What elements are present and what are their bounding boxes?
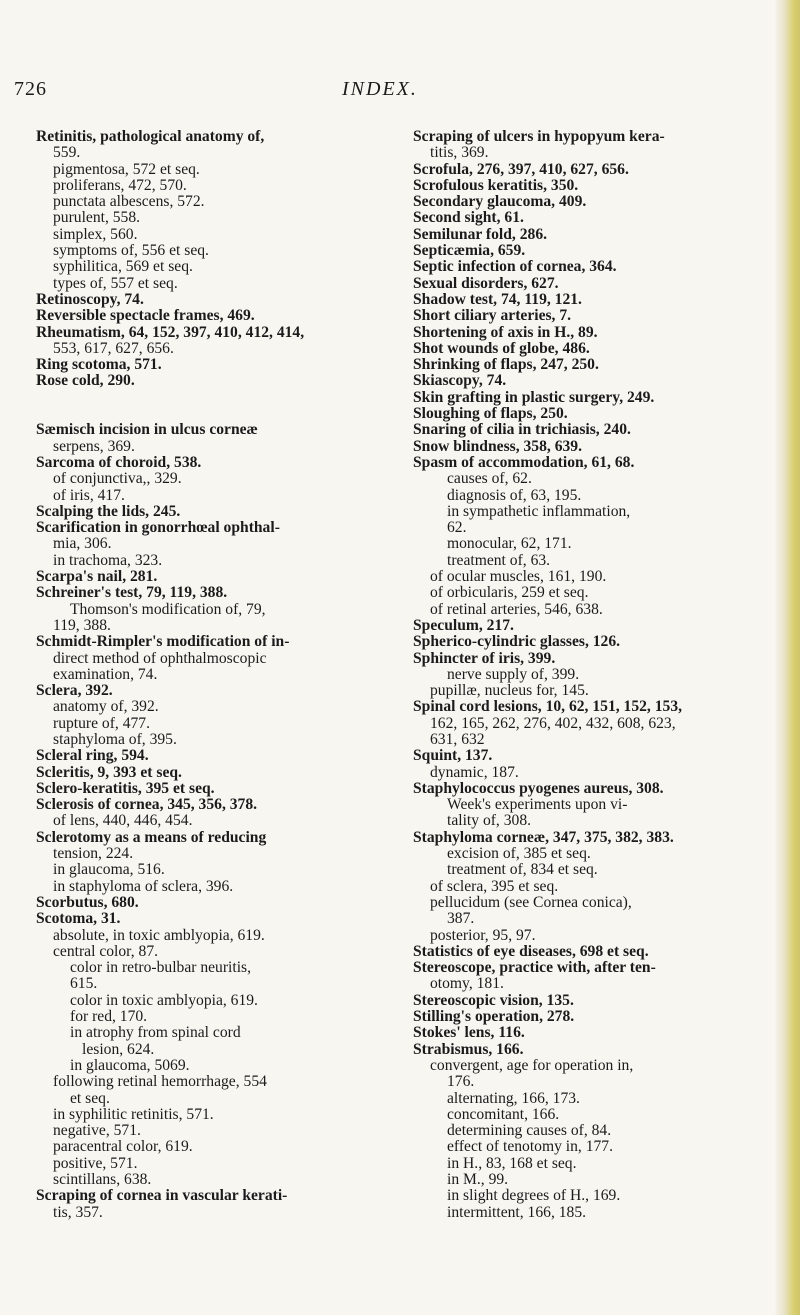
index-subentry: concomitant, 166.	[447, 1105, 560, 1123]
page-number: 726	[14, 78, 47, 100]
index-subentry: Week's experiments upon vi-	[447, 796, 628, 814]
index-heading: Secondary glaucoma, 409.	[413, 193, 587, 211]
index-subentry: lesion, 624.	[82, 1040, 155, 1058]
index-heading: Squint, 137.	[413, 747, 493, 765]
index-heading: Sclera, 392.	[36, 682, 113, 700]
index-heading: Rheumatism, 64, 152, 397, 410, 412, 414,	[36, 323, 305, 341]
index-heading: Sæmisch incision in ulcus corneæ	[36, 421, 258, 439]
index-heading: Snow blindness, 358, 639.	[413, 437, 582, 455]
entry-gap	[36, 406, 366, 422]
index-subentry: of conjunctiva,, 329.	[53, 470, 182, 488]
index-subentry: dynamic, 187.	[430, 763, 519, 781]
index-subentry: in trachoma, 323.	[53, 551, 163, 569]
index-heading: Scorbutus, 680.	[36, 893, 139, 911]
index-subentry: mia, 306.	[53, 535, 112, 553]
index-subentry: convergent, age for operation in,	[430, 1056, 634, 1074]
index-subentry: punctata albescens, 572.	[53, 193, 205, 211]
index-subentry: direct method of ophthalmoscopic	[53, 649, 267, 667]
index-subentry: tension, 224.	[53, 845, 134, 863]
index-heading: Semilunar fold, 286.	[413, 225, 548, 243]
index-subentry: in glaucoma, 516.	[53, 861, 165, 879]
index-heading: Septic infection of cornea, 364.	[413, 258, 617, 276]
index-subentry: types of, 557 et seq.	[53, 274, 178, 292]
index-subentry: alternating, 166, 173.	[447, 1089, 580, 1107]
index-heading: Short ciliary arteries, 7.	[413, 307, 572, 325]
index-heading: Spinal cord lesions, 10, 62, 151, 152, 153,	[413, 698, 683, 716]
index-heading: Scotoma, 31.	[36, 910, 121, 928]
index-heading: Stilling's operation, 278.	[413, 1008, 575, 1026]
index-heading: Sclerotomy as a means of reducing	[36, 828, 267, 846]
index-heading: Sphincter of iris, 399.	[413, 649, 556, 667]
index-subentry: color in retro-bulbar neuritis,	[70, 959, 252, 977]
page-header	[0, 78, 800, 108]
index-subentry: of retinal arteries, 546, 638.	[430, 600, 603, 618]
index-subentry: 162, 165, 262, 276, 402, 432, 608, 623,	[430, 714, 676, 732]
index-subentry: staphyloma of, 395.	[53, 730, 177, 748]
index-subentry: in M., 99.	[447, 1171, 509, 1188]
index-subentry: 553, 617, 627, 656.	[53, 339, 174, 357]
index-heading: Second sight, 61.	[413, 209, 524, 227]
index-subentry: symptoms of, 556 et seq.	[53, 242, 209, 260]
index-subentry: purulent, 558.	[53, 209, 141, 227]
index-heading: Sexual disorders, 627.	[413, 274, 559, 292]
index-heading: Shot wounds of globe, 486.	[413, 339, 590, 357]
index-subentry: in syphilitic retinitis, 571.	[53, 1105, 214, 1123]
index-heading: Staphyloma corneæ, 347, 375, 382, 383.	[413, 828, 674, 846]
index-heading: Stereoscope, practice with, after ten-	[413, 959, 656, 977]
index-subentry: monocular, 62, 171.	[447, 535, 572, 553]
index-subentry: pellucidum (see Cornea conica),	[430, 893, 632, 911]
index-subentry: otomy, 181.	[430, 975, 504, 993]
index-heading: Strabismus, 166.	[413, 1040, 524, 1058]
index-column-left	[36, 129, 366, 1221]
index-heading: Skin grafting in plastic surgery, 249.	[413, 388, 655, 406]
index-subentry: paracentral color, 619.	[53, 1138, 193, 1156]
index-heading: Septicæmia, 659.	[413, 242, 526, 260]
index-subentry: titis, 369.	[430, 144, 489, 162]
index-heading: Scalping the lids, 245.	[36, 502, 181, 520]
index-subentry: pupillæ, nucleus for, 145.	[430, 682, 589, 700]
index-heading: Sclero-keratitis, 395 et seq.	[36, 779, 215, 797]
index-subentry: rupture of, 477.	[53, 714, 151, 732]
index-heading: Scleral ring, 594.	[36, 747, 149, 765]
index-heading: Retinitis, pathological anatomy of,	[36, 128, 265, 145]
index-subentry: tality of, 308.	[447, 812, 532, 830]
index-subentry: positive, 571.	[53, 1154, 138, 1172]
index-subentry: serpens, 369.	[53, 437, 135, 455]
index-heading: Sarcoma of choroid, 538.	[36, 453, 202, 471]
index-subentry: in H., 83, 168 et seq.	[447, 1154, 577, 1172]
index-subentry: causes of, 62.	[447, 470, 532, 488]
index-heading: Scrofula, 276, 397, 410, 627, 656.	[413, 160, 629, 178]
index-heading: Stokes' lens, 116.	[413, 1024, 525, 1042]
index-subentry: 387.	[447, 910, 475, 928]
index-heading: Scarification in gonorrhœal ophthal-	[36, 519, 280, 537]
index-subentry: diagnosis of, 63, 195.	[447, 486, 582, 504]
index-heading: Statistics of eye diseases, 698 et seq.	[413, 942, 649, 960]
index-subentry: 559.	[53, 144, 81, 162]
index-subentry: central color, 87.	[53, 942, 159, 960]
index-subentry: 176.	[447, 1073, 475, 1091]
index-subentry: tis, 357.	[53, 1203, 103, 1221]
index-subentry: treatment of, 63.	[447, 551, 551, 569]
index-subentry: absolute, in toxic amblyopia, 619.	[53, 926, 265, 944]
index-subentry: of orbicularis, 259 et seq.	[430, 584, 589, 602]
index-subentry: scintillans, 638.	[53, 1171, 152, 1188]
index-subentry: of sclera, 395 et seq.	[430, 877, 559, 895]
index-heading: Rose cold, 290.	[36, 372, 135, 390]
index-heading: Staphylococcus pyogenes aureus, 308.	[413, 779, 664, 797]
index-heading: Scleritis, 9, 393 et seq.	[36, 763, 182, 781]
running-title: INDEX.	[342, 78, 418, 100]
index-subentry: in glaucoma, 5069.	[70, 1056, 190, 1074]
index-subentry: posterior, 95, 97.	[430, 926, 536, 944]
index-heading: Sclerosis of cornea, 345, 356, 378.	[36, 796, 258, 814]
index-heading: Snaring of cilia in trichiasis, 240.	[413, 421, 631, 439]
index-heading: Shortening of axis in H., 89.	[413, 323, 598, 341]
index-subentry: of lens, 440, 446, 454.	[53, 812, 193, 830]
index-heading: Schmidt-Rimpler's modification of in-	[36, 633, 290, 651]
index-heading: Skiascopy, 74.	[413, 372, 507, 390]
index-subentry: of iris, 417.	[53, 486, 125, 504]
index-heading: Sloughing of flaps, 250.	[413, 405, 568, 423]
index-subentry: effect of tenotomy in, 177.	[447, 1138, 614, 1156]
index-heading: Scraping of cornea in vascular kerati-	[36, 1187, 288, 1205]
index-heading: Speculum, 217.	[413, 616, 514, 634]
index-subentry: for red, 170.	[70, 1008, 148, 1026]
index-subentry: 631, 632	[430, 730, 485, 748]
index-heading: Stereoscopic vision, 135.	[413, 991, 574, 1009]
index-subentry: intermittent, 166, 185.	[447, 1203, 587, 1221]
index-subentry: 615.	[70, 975, 98, 993]
index-heading: Schreiner's test, 79, 119, 388.	[36, 584, 228, 602]
index-subentry: negative, 571.	[53, 1122, 141, 1140]
index-subentry: 119, 388.	[53, 616, 111, 634]
index-subentry: et seq.	[70, 1089, 110, 1107]
index-column-right	[413, 129, 783, 1221]
index-subentry: treatment of, 834 et seq.	[447, 861, 598, 879]
index-subentry: syphilitica, 569 et seq.	[53, 258, 193, 276]
index-subentry: color in toxic amblyopia, 619.	[70, 991, 258, 1009]
index-heading: Retinoscopy, 74.	[36, 290, 144, 308]
index-subentry: Thomson's modification of, 79,	[70, 600, 266, 618]
index-subentry: examination, 74.	[53, 665, 158, 683]
index-subentry: in atrophy from spinal cord	[70, 1024, 241, 1042]
index-subentry: 62.	[447, 519, 467, 537]
index-subentry: pigmentosa, 572 et seq.	[53, 160, 200, 178]
index-heading: Scrofulous keratitis, 350.	[413, 176, 579, 194]
entry-gap	[36, 390, 366, 406]
index-subentry: proliferans, 472, 570.	[53, 176, 187, 194]
index-subentry: excision of, 385 et seq.	[447, 845, 591, 863]
index-heading: Reversible spectacle frames, 469.	[36, 307, 255, 325]
index-heading: Scarpa's nail, 281.	[36, 568, 158, 586]
index-heading: Shadow test, 74, 119, 121.	[413, 290, 582, 308]
index-subentry: simplex, 560.	[53, 225, 138, 243]
index-subentry: nerve supply of, 399.	[447, 665, 580, 683]
index-subentry: anatomy of, 392.	[53, 698, 159, 716]
index-subentry: in sympathetic inflammation,	[447, 502, 631, 520]
index-heading: Scraping of ulcers in hypopyum kera-	[413, 128, 665, 145]
index-subentry: in slight degrees of H., 169.	[447, 1187, 621, 1205]
index-heading: Shrinking of flaps, 247, 250.	[413, 356, 599, 374]
index-subentry: following retinal hemorrhage, 554	[53, 1073, 267, 1091]
index-subentry: in staphyloma of sclera, 396.	[53, 877, 234, 895]
index-subentry: determining causes of, 84.	[447, 1122, 612, 1140]
index-heading: Spherico-cylindric glasses, 126.	[413, 633, 621, 651]
index-heading: Ring scotoma, 571.	[36, 356, 162, 374]
index-subentry: of ocular muscles, 161, 190.	[430, 568, 607, 586]
index-heading: Spasm of accommodation, 61, 68.	[413, 453, 635, 471]
